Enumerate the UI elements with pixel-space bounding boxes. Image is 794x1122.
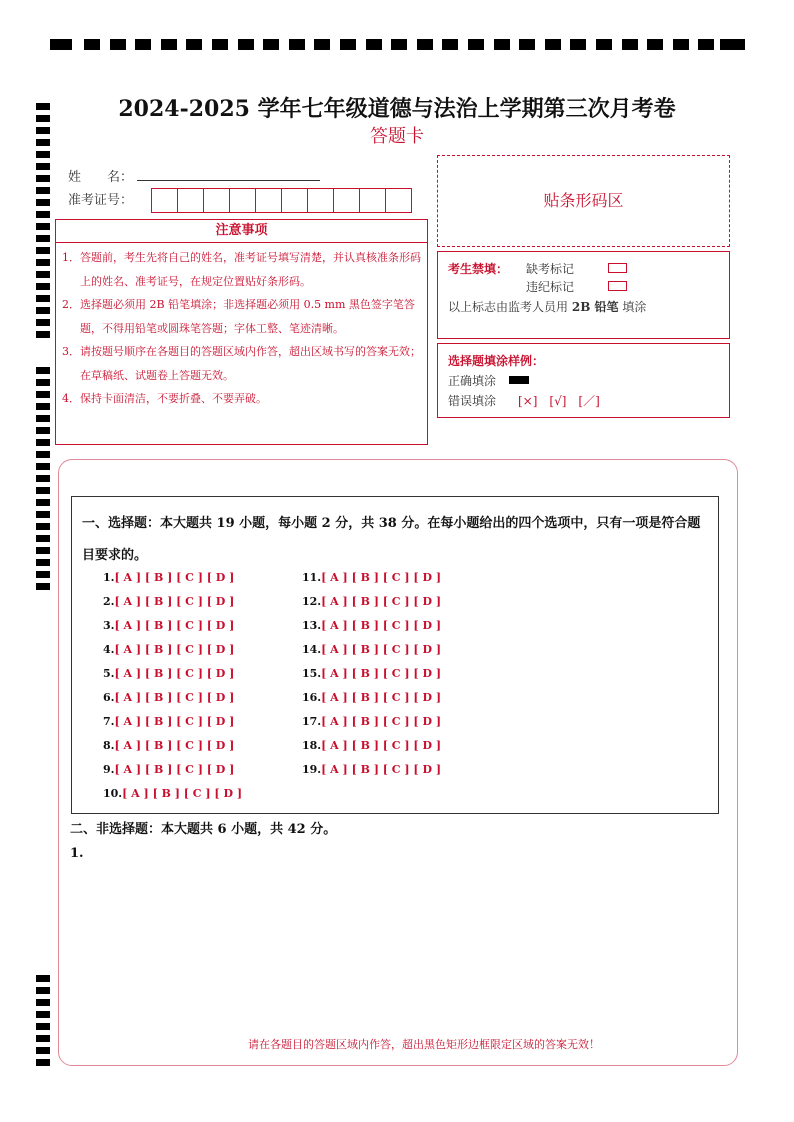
exam-id-box[interactable] [229, 188, 256, 213]
mc-question [302, 763, 441, 776]
timing-mark [36, 1047, 50, 1054]
timing-mark [36, 307, 50, 314]
exam-id-box[interactable] [177, 188, 204, 213]
timing-mark [519, 39, 535, 50]
timing-mark [36, 379, 50, 386]
question-number: 7. [103, 715, 115, 728]
answer-options[interactable]: [ A ] [ B ] [ C ] [ D ] [114, 667, 235, 680]
answer-card-subtitle: 答题卡 [370, 126, 424, 147]
question-number: 8. [103, 739, 115, 752]
mc-question [103, 595, 234, 608]
answer-options[interactable]: [ A ] [ B ] [ C ] [ D ] [114, 595, 235, 608]
timing-mark [36, 271, 50, 278]
mc-question [103, 571, 234, 584]
timing-mark [720, 39, 745, 50]
fill-example-box [437, 343, 730, 418]
mc-question [302, 691, 441, 704]
forbidden-label: 考生禁填： [448, 262, 509, 276]
exam-id-box[interactable] [281, 188, 308, 213]
question-number: 13. [302, 619, 322, 632]
correct-fill-label: 正确填涂 [448, 374, 497, 388]
timing-mark [161, 39, 177, 50]
answer-options[interactable]: [ A ] [ B ] [ C ] [ D ] [114, 691, 235, 704]
timing-mark [36, 499, 50, 506]
timing-mark [340, 39, 356, 50]
question-number: 11. [302, 571, 322, 584]
barcode-area-label: 贴条形码区 [543, 191, 624, 210]
wrong-fill-label: 错误填涂 [448, 394, 497, 408]
timing-mark [596, 39, 612, 50]
absent-mark-label: 缺考标记 [526, 262, 575, 276]
exam-id-box[interactable] [203, 188, 230, 213]
question-number: 12. [302, 595, 322, 608]
answer-options[interactable]: [ A ] [ B ] [ C ] [ D ] [114, 763, 235, 776]
section1-heading: 一、选择题：本大题共 19 小题，每小题 2 分，共 38 分。在每小题给出的四个选项中，只有一项是符合题目要求的。 [82, 516, 701, 563]
section2-answer-area[interactable] [72, 865, 722, 1025]
notice-item: 3．请按题号顺序在各题目的答题区域内作答，超出区域书写的答案无效；在草稿纸、试题卷上答题无效。 [62, 345, 421, 382]
answer-options[interactable]: [ A ] [ B ] [ C ] [ D ] [321, 739, 442, 752]
notice-box [55, 219, 428, 445]
exam-id-box[interactable] [385, 188, 412, 213]
timing-mark [366, 39, 382, 50]
timing-mark [36, 583, 50, 590]
mc-question [103, 787, 242, 800]
answer-options[interactable]: [ A ] [ B ] [ C ] [ D ] [114, 715, 235, 728]
exam-id-box[interactable] [359, 188, 386, 213]
timing-mark [36, 511, 50, 518]
timing-mark [36, 187, 50, 194]
timing-mark [36, 235, 50, 242]
mc-question [103, 619, 234, 632]
timing-mark [36, 283, 50, 290]
answer-options[interactable]: [ A ] [ B ] [ C ] [ D ] [321, 691, 442, 704]
timing-mark [36, 391, 50, 398]
timing-mark [417, 39, 433, 50]
timing-mark [36, 535, 50, 542]
notice-item: 1．答题前，考生先将自己的姓名，准考证号填写清楚，并认真核准条形码上的姓名、准考证号，在规定位置贴好条形码。 [62, 251, 421, 288]
exam-id-boxes [151, 188, 411, 212]
forbidden-note-prefix: 以上标志由监考人员用 [448, 300, 569, 314]
answer-options[interactable]: [ A ] [ B ] [ C ] [ D ] [114, 571, 235, 584]
timing-mark [36, 1035, 50, 1042]
forbidden-note-suffix: 填涂 [622, 300, 647, 314]
timing-mark [238, 39, 254, 50]
timing-mark [186, 39, 202, 50]
question-number: 2. [103, 595, 115, 608]
timing-mark [84, 39, 100, 50]
timing-mark [36, 987, 50, 994]
question-number: 19. [302, 763, 322, 776]
answer-options[interactable]: [ A ] [ B ] [ C ] [ D ] [321, 715, 442, 728]
timing-mark [36, 475, 50, 482]
answer-options[interactable]: [ A ] [ B ] [ C ] [ D ] [114, 619, 235, 632]
violation-mark-label: 违纪标记 [526, 280, 575, 294]
answer-options[interactable]: [ A ] [ B ] [ C ] [ D ] [321, 571, 442, 584]
fill-example-label: 选择题填涂样例： [448, 354, 545, 368]
question-number: 17. [302, 715, 322, 728]
timing-mark [36, 211, 50, 218]
mc-question [302, 571, 441, 584]
answer-options[interactable]: [ A ] [ B ] [ C ] [ D ] [321, 619, 442, 632]
timing-mark [110, 39, 126, 50]
answer-options[interactable]: [ A ] [ B ] [ C ] [ D ] [321, 595, 442, 608]
answer-options[interactable]: [ A ] [ B ] [ C ] [ D ] [122, 787, 243, 800]
section2-heading: 二、非选择题：本大题共 6 小题，共 42 分。 [70, 822, 337, 837]
name-label: 姓 名： [68, 170, 134, 185]
timing-mark [36, 427, 50, 434]
exam-id-box[interactable] [333, 188, 360, 213]
name-input-line[interactable] [137, 180, 320, 181]
timing-mark [36, 331, 50, 338]
timing-mark [263, 39, 279, 50]
answer-options[interactable]: [ A ] [ B ] [ C ] [ D ] [114, 739, 235, 752]
timing-mark [36, 487, 50, 494]
question-number: 18. [302, 739, 322, 752]
timing-mark [545, 39, 561, 50]
exam-title: 2024-2025 学年七年级道德与法治上学期第三次月考卷 [118, 96, 676, 122]
timing-mark [570, 39, 586, 50]
timing-mark [36, 403, 50, 410]
exam-id-box[interactable] [151, 188, 178, 213]
timing-mark [36, 175, 50, 182]
exam-id-box[interactable] [307, 188, 334, 213]
section2-question-1: 1. [70, 846, 84, 861]
timing-mark [36, 223, 50, 230]
timing-mark [36, 1059, 50, 1066]
mc-question [103, 715, 234, 728]
timing-mark [36, 439, 50, 446]
mc-question [103, 739, 234, 752]
timing-mark [289, 39, 305, 50]
timing-mark [36, 571, 50, 578]
question-number: 5. [103, 667, 115, 680]
timing-mark [36, 523, 50, 530]
footer-warning: 请在各题目的答题区域内作答，超出黑色矩形边框限定区域的答案无效！ [248, 1038, 600, 1051]
mc-question [302, 715, 441, 728]
barcode-area [437, 155, 730, 247]
timing-mark [391, 39, 407, 50]
timing-mark [36, 247, 50, 254]
timing-mark [36, 415, 50, 422]
timing-mark [36, 451, 50, 458]
mc-question [302, 739, 441, 752]
left-timing-marks-lower [36, 975, 50, 1071]
left-timing-marks-middle [36, 367, 50, 595]
timing-mark [647, 39, 663, 50]
mc-question [302, 667, 441, 680]
timing-mark [494, 39, 510, 50]
answer-options[interactable]: [ A ] [ B ] [ C ] [ D ] [321, 667, 442, 680]
mc-question [302, 643, 441, 656]
exam-id-label: 准考证号： [68, 193, 134, 208]
mc-question [302, 595, 441, 608]
correct-fill-sample [509, 376, 529, 384]
timing-mark [36, 999, 50, 1006]
timing-mark [36, 1011, 50, 1018]
notice-item: 2．选择题必须用 2B 铅笔填涂；非选择题必须用 0.5 mm 黑色签字笔答题，不得用铅笔或圆珠笔答题；字体工整、笔迹清晰。 [62, 298, 415, 335]
timing-mark [698, 39, 714, 50]
timing-mark [622, 39, 638, 50]
timing-mark [50, 39, 72, 50]
timing-mark [442, 39, 458, 50]
timing-mark [36, 463, 50, 470]
timing-mark [36, 163, 50, 170]
answer-options[interactable]: [ A ] [ B ] [ C ] [ D ] [321, 643, 442, 656]
mc-question [103, 691, 234, 704]
timing-mark [135, 39, 151, 50]
timing-mark [36, 367, 50, 374]
question-number: 1. [103, 571, 115, 584]
timing-mark [36, 259, 50, 266]
question-number: 4. [103, 643, 115, 656]
timing-mark [212, 39, 228, 50]
timing-mark [36, 319, 50, 326]
timing-mark [36, 199, 50, 206]
timing-mark [36, 975, 50, 982]
notice-heading: 注意事项 [56, 220, 427, 243]
mc-question [103, 763, 234, 776]
notice-item: 4．保持卡面清洁，不要折叠、不要弄破。 [62, 392, 267, 405]
question-number: 15. [302, 667, 322, 680]
forbidden-note [448, 298, 646, 315]
violation-mark-box[interactable] [608, 281, 627, 291]
timing-mark [314, 39, 330, 50]
mc-question [103, 643, 234, 656]
answer-options[interactable]: [ A ] [ B ] [ C ] [ D ] [321, 763, 442, 776]
question-number: 6. [103, 691, 115, 704]
exam-id-box[interactable] [255, 188, 282, 213]
examinee-forbidden-box [437, 251, 730, 339]
timing-mark [36, 547, 50, 554]
timing-mark [36, 1023, 50, 1030]
wrong-fill-samples: [×] [√] [／] [518, 394, 600, 408]
question-number: 16. [302, 691, 322, 704]
timing-mark [468, 39, 484, 50]
top-timing-marks [50, 39, 745, 51]
question-number: 9. [103, 763, 115, 776]
timing-mark [36, 559, 50, 566]
question-number: 10. [103, 787, 123, 800]
mc-question [302, 619, 441, 632]
absent-mark-box[interactable] [608, 263, 627, 273]
answer-options[interactable]: [ A ] [ B ] [ C ] [ D ] [114, 643, 235, 656]
timing-mark [36, 295, 50, 302]
timing-mark [36, 151, 50, 158]
mc-question [103, 667, 234, 680]
timing-mark [673, 39, 689, 50]
question-number: 14. [302, 643, 322, 656]
question-number: 3. [103, 619, 115, 632]
forbidden-note-pencil: 2B 铅笔 [571, 300, 619, 314]
